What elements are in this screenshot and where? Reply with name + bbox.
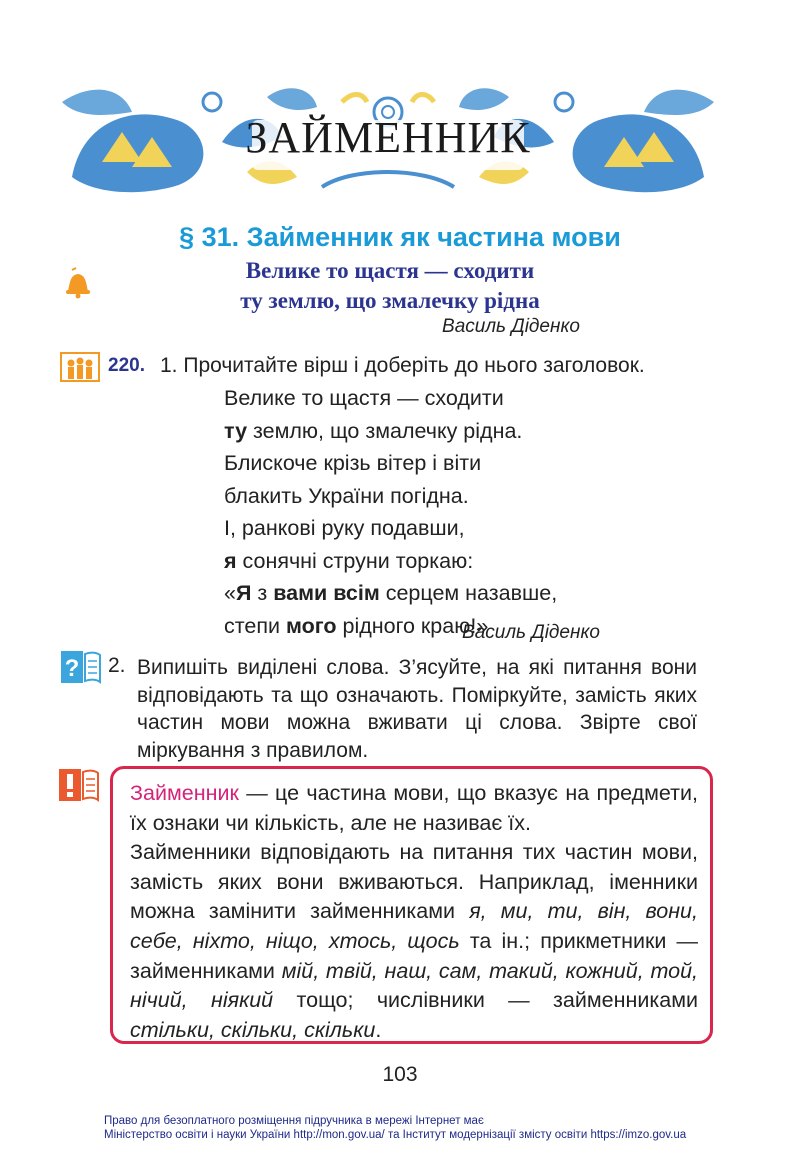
rule-term: Займенник — [130, 781, 239, 805]
epigraph — [150, 256, 630, 316]
poem-line-text: сонячні струни торкаю: — [236, 548, 474, 573]
footer — [104, 1114, 686, 1142]
rule-explanation: тощо; числівники — займенниками — [273, 988, 698, 1013]
footer-line: Міністерство освіти і науки України http://mon.gov.ua/ та Інститут модернізації змісту освіти https://imzo.gov.ua — [104, 1129, 687, 1141]
page-number: 103 — [382, 1063, 418, 1086]
bell-icon — [62, 265, 96, 299]
rule-exclamation-icon — [58, 768, 100, 802]
chapter-title: ЗАЙМЕННИК — [245, 113, 531, 162]
poem-line: блакить України погідна. — [224, 483, 469, 508]
task-2-number: 2. — [108, 654, 126, 677]
ornament-banner — [62, 82, 714, 202]
rule-examples: мій, твій, наш, сам, такий, кожний, той, нічий, ніякий — [130, 958, 698, 1013]
highlighted-word: мого — [285, 613, 337, 638]
highlighted-word: я — [224, 548, 237, 573]
poem-line-text: землю, що змалечку рідна. — [247, 418, 523, 443]
rule-examples: стільки, скільки, скільки — [130, 1017, 376, 1042]
rule-explanation: Займенники відповідають на питання тих частин мови, замість яких вони вживаються. Наприклад, іменники можна замінити займенниками — [130, 840, 698, 924]
poem-author: Василь Діденко — [462, 622, 600, 643]
poem-line: Блискоче крізь вітер і віти — [224, 451, 482, 475]
task-1-text: 1. Прочитайте вірш і доберіть до нього заголовок. — [160, 354, 645, 377]
poem — [224, 382, 557, 642]
poem-line-text: « — [224, 581, 236, 605]
poem-line-text: рідного краю!» — [336, 613, 489, 638]
epigraph-line: Велике то щастя — сходити — [245, 258, 535, 283]
epigraph-author: Василь Діденко — [442, 316, 580, 337]
poem-line-text: серцем назавше, — [379, 581, 558, 605]
rule-explanation: та ін.; прикметники — займенниками — [130, 928, 698, 983]
section-title: § 31. Займенник як частина мови — [179, 222, 621, 252]
epigraph-line: ту землю, що змалечку рідна — [240, 288, 540, 313]
poem-line-text: степи — [224, 613, 286, 638]
highlighted-word: Я — [235, 581, 252, 605]
rule-explanation: . — [375, 1017, 382, 1042]
task-2-text: Випишіть виділені слова. З’ясуйте, на які питання вони відповідають та що означають. Поміркуйте, замість яких частин мови можна вживати ці слова. Звірте свої міркування з правилом. — [137, 656, 697, 762]
rule-box — [110, 766, 713, 1044]
group-reading-icon — [60, 352, 100, 382]
highlighted-word: вами всім — [273, 581, 380, 605]
exercise-number: 220. — [108, 355, 145, 376]
highlighted-word: ту — [224, 418, 248, 443]
rule-examples: я, ми, ти, він, вони, себе, ніхто, ніщо, хтось, щось — [130, 899, 698, 953]
poem-line — [224, 545, 557, 578]
poem-line: І, ранкові руку подавши, — [224, 516, 465, 540]
rule-text — [130, 779, 698, 1045]
rule-definition: — це частина мови, що вказує на предмети, їх ознаки чи кількість, але не називає їх. — [130, 781, 698, 835]
footer-line: Право для безоплатного розміщення підручника в мережі Інтернет має — [104, 1115, 484, 1127]
question-book-icon — [60, 650, 102, 684]
poem-line: Велике то щастя — сходити — [224, 386, 504, 410]
poem-line — [224, 415, 557, 448]
poem-line-text: з — [251, 581, 274, 605]
svg-text:?: ? — [64, 655, 80, 682]
poem-line — [224, 577, 557, 610]
